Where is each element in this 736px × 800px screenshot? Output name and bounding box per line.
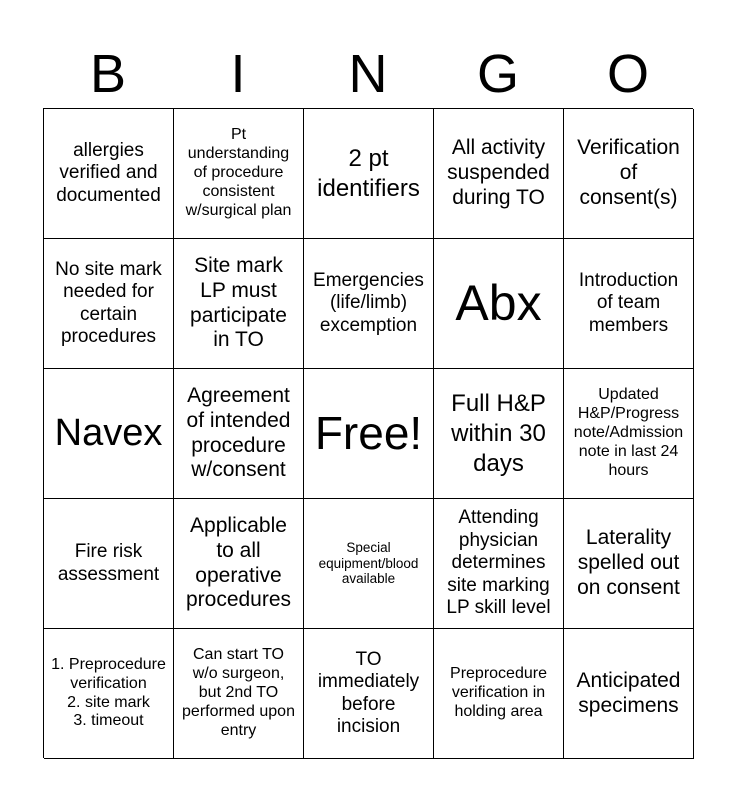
bingo-cell[interactable] bbox=[304, 499, 434, 629]
cell-text: 1. Preprocedure verification 2. site mark 3. timeout bbox=[51, 655, 166, 730]
bingo-cell[interactable] bbox=[434, 499, 564, 629]
bingo-cell[interactable] bbox=[564, 629, 694, 759]
cell-text: allergies verified and documented bbox=[56, 139, 161, 206]
bingo-cell[interactable] bbox=[174, 239, 304, 369]
cell-text: TO immediately before incision bbox=[317, 648, 420, 737]
bingo-cell[interactable] bbox=[44, 369, 174, 499]
cell-text: Can start TO w/o surgeon, but 2nd TO performed upon entry bbox=[182, 646, 295, 739]
bingo-cell[interactable] bbox=[304, 629, 434, 759]
bingo-cell[interactable] bbox=[44, 109, 174, 239]
bingo-cell[interactable] bbox=[564, 239, 694, 369]
bingo-cell[interactable] bbox=[564, 499, 694, 629]
cell-text: Emergencies (life/limb) excemption bbox=[313, 269, 424, 336]
cell-text: Applicable to all operative procedures bbox=[185, 513, 292, 612]
cell-text: Updated H&P/Progress note/Admission note in last 24 hours bbox=[573, 386, 684, 479]
cell-text: Introduction of team members bbox=[578, 269, 679, 336]
cell-text: Site mark LP must participate in TO bbox=[190, 253, 287, 352]
header-letter-n: N bbox=[348, 44, 388, 104]
cell-text: No site mark needed for certain procedures bbox=[55, 258, 162, 347]
bingo-cell[interactable] bbox=[174, 109, 304, 239]
cell-text: Free! bbox=[314, 407, 423, 460]
cell-text: 2 pt identifiers bbox=[317, 144, 420, 202]
bingo-cell[interactable] bbox=[304, 109, 434, 239]
cell-text: Laterality spelled out on consent bbox=[577, 526, 680, 599]
bingo-header bbox=[43, 40, 693, 108]
free-space-cell[interactable] bbox=[304, 369, 434, 499]
bingo-cell[interactable] bbox=[434, 629, 564, 759]
bingo-cell[interactable] bbox=[174, 499, 304, 629]
header-letter-i: I bbox=[230, 44, 246, 104]
header-letter-o: O bbox=[606, 44, 649, 104]
cell-text: Fire risk assessment bbox=[57, 541, 160, 585]
cell-text: Verification of consent(s) bbox=[577, 136, 680, 209]
cell-text: Agreement of intended procedure w/consent bbox=[186, 383, 291, 482]
bingo-cell[interactable] bbox=[44, 499, 174, 629]
cell-text: Special equipment/blood available bbox=[318, 539, 419, 587]
bingo-cell[interactable] bbox=[44, 239, 174, 369]
bingo-cell[interactable] bbox=[434, 109, 564, 239]
bingo-board bbox=[43, 108, 693, 758]
cell-text: Navex bbox=[54, 412, 163, 455]
bingo-cell[interactable] bbox=[434, 369, 564, 499]
cell-text: Full H&P within 30 days bbox=[451, 389, 546, 477]
bingo-cell[interactable] bbox=[174, 629, 304, 759]
cell-text: Pt understanding of procedure consistent w/surgical plan bbox=[185, 126, 292, 219]
bingo-cell[interactable] bbox=[434, 239, 564, 369]
bingo-cell[interactable] bbox=[174, 369, 304, 499]
cell-text: Abx bbox=[455, 275, 542, 331]
bingo-cell[interactable] bbox=[44, 629, 174, 759]
cell-text: Preprocedure verification in holding area bbox=[450, 665, 547, 720]
bingo-cell[interactable] bbox=[564, 109, 694, 239]
bingo-cell[interactable] bbox=[304, 239, 434, 369]
cell-text: Anticipated specimens bbox=[576, 668, 681, 717]
header-letter-b: B bbox=[89, 44, 127, 104]
cell-text: Attending physician determines site marking LP skill level bbox=[446, 507, 551, 619]
bingo-cell[interactable] bbox=[564, 369, 694, 499]
cell-text: All activity suspended during TO bbox=[447, 136, 550, 209]
header-letter-g: G bbox=[476, 44, 519, 104]
